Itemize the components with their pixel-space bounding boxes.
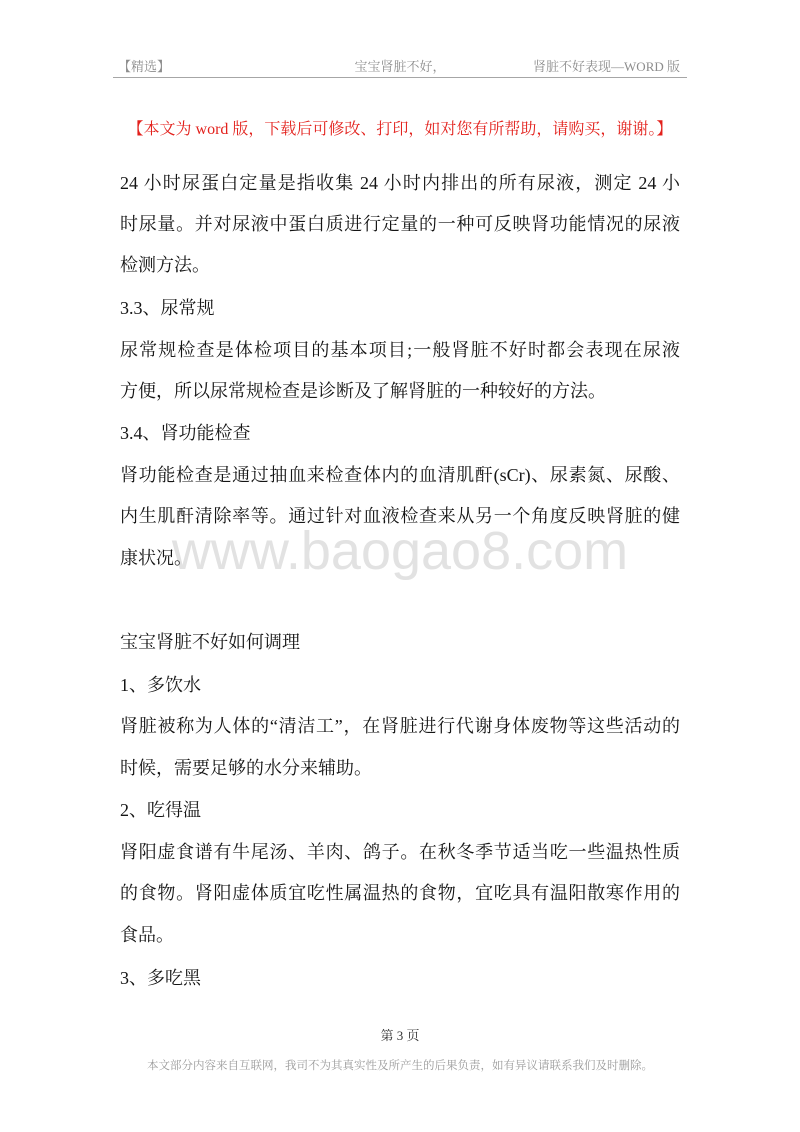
header-center-title: 宝宝肾脏不好， <box>354 59 446 74</box>
paragraph-line: 肾脏被称为人体的“清洁工”，在肾脏进行代谢身体废物等这些活动的 <box>120 716 680 736</box>
paragraph-line: 检测方法。 <box>120 255 210 275</box>
section-heading: 2、吃得温 <box>120 800 201 820</box>
section-heading: 1、多饮水 <box>120 675 201 695</box>
notice-banner: 【本文为 word 版，下载后可修改、打印，如对您有所帮助，请购买，谢谢。】 <box>127 121 673 138</box>
section-heading: 3.4、肾功能检查 <box>120 423 251 443</box>
paragraph-line: 方便，所以尿常规检查是诊断及了解肾脏的一种较好的方法。 <box>120 381 606 401</box>
paragraph-line: 肾功能检查是通过抽血来检查体内的血清肌酐(sCr)、尿素氮、尿酸、 <box>120 465 680 485</box>
paragraph-line: 的食物。肾阳虚体质宜吃性属温热的食物，宜吃具有温阳散寒作用的 <box>120 883 680 903</box>
paragraph-line: 时尿量。并对尿液中蛋白质进行定量的一种可反映肾功能情况的尿液 <box>120 214 680 234</box>
paragraph-line: 内生肌酐清除率等。通过针对血液检查来从另一个角度反映肾脏的健 <box>120 506 680 526</box>
page-number: 第 3 页 <box>380 1028 420 1043</box>
header-left-label: 【精选】 <box>118 59 171 74</box>
footer-disclaimer: 本文部分内容来自互联网，我司不为其真实性及所产生的后果负责，如有异议请联系我们及时删除。 <box>147 1060 653 1072</box>
paragraph-line: 食品。 <box>120 925 174 945</box>
section-heading: 3、多吃黑 <box>120 968 201 988</box>
header-rule <box>113 77 687 78</box>
watermark: www.baogao8.com <box>171 521 629 581</box>
paragraph-line: 康状况。 <box>120 548 192 568</box>
paragraph-line: 肾阳虚食谱有牛尾汤、羊肉、鸽子。在秋冬季节适当吃一些温热性质 <box>120 842 680 862</box>
section-heading: 3.3、尿常规 <box>120 298 215 318</box>
section-title: 宝宝肾脏不好如何调理 <box>120 632 300 652</box>
paragraph-line: 时候，需要足够的水分来辅助。 <box>120 758 372 778</box>
header-right-title: 肾脏不好表现—WORD 版 <box>533 59 680 74</box>
paragraph-line: 尿常规检查是体检项目的基本项目;一般肾脏不好时都会表现在尿液 <box>120 340 680 360</box>
paragraph-line: 24 小时尿蛋白定量是指收集 24 小时内排出的所有尿液，测定 24 小 <box>120 173 680 193</box>
